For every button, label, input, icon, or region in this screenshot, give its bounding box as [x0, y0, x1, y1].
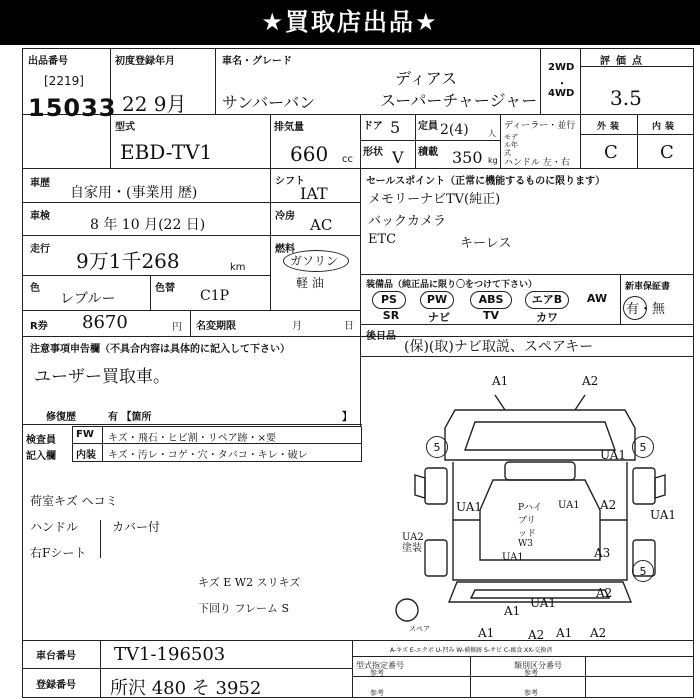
damage-mark: 5	[632, 560, 654, 582]
registration-label: 初度登録年月	[115, 56, 175, 67]
damage-mark: PハイブリッドW3	[518, 503, 543, 549]
fuel-gasoline: ガソリン	[290, 254, 339, 268]
damage-mark: A1	[556, 626, 573, 640]
shift-value: IAT	[300, 184, 328, 203]
dealer-label: ディーラー・並行	[504, 121, 576, 131]
repair-value: 有 【箇所	[108, 412, 152, 423]
in-label: 内装	[76, 450, 96, 461]
model-code-label: 型式	[115, 122, 135, 133]
color-label: 色	[30, 283, 40, 294]
inspector-label-2: 記入欄	[26, 451, 56, 462]
legend-label-2: 類別区分番号	[514, 661, 562, 670]
divider	[22, 310, 360, 311]
warranty-circle	[623, 296, 647, 320]
capacity-label: 定員	[418, 121, 438, 132]
damage-mark: UA1	[558, 500, 580, 511]
sales-point-4: キーレス	[460, 236, 512, 251]
damage-mark: A2	[600, 498, 617, 512]
divider	[360, 114, 361, 168]
divider	[470, 656, 471, 698]
shift-label: シフト	[275, 176, 305, 187]
mileage-label: 走行	[30, 244, 50, 255]
damage-mark: UA1	[530, 596, 557, 610]
divider	[620, 274, 621, 324]
shape-value: V	[392, 148, 404, 167]
divider	[22, 668, 352, 669]
color-code-value: C1P	[200, 288, 230, 304]
lot-number: 15033	[28, 94, 117, 122]
equip-leather: カワ	[536, 311, 558, 324]
model-year-label: モデル年式	[504, 133, 518, 157]
equip-tv: TV	[482, 309, 500, 322]
warranty-label: 新車保証書	[625, 282, 671, 292]
recycle-unit: 円	[172, 322, 182, 333]
registration-value: 22 9月	[122, 92, 187, 116]
mileage-value: 9万1千268	[76, 249, 180, 273]
memo-bracket	[100, 520, 101, 558]
sales-point-1: メモリーナビTV(純正)	[368, 192, 501, 207]
divider	[580, 134, 694, 135]
divider	[585, 656, 586, 698]
damage-mark: A2	[582, 374, 599, 388]
rear-items-label: 後日品	[366, 331, 396, 342]
legend-label-1: 型式指定番号	[356, 661, 404, 670]
divider	[637, 114, 638, 168]
damage-mark: UA1	[456, 500, 483, 514]
color-code-label: 色替	[155, 283, 175, 294]
legend-ref-2: 参考	[524, 669, 538, 677]
divider	[500, 114, 501, 168]
in-items: キズ・汚レ・コゲ・穴・タバコ・キレ・破レ	[108, 450, 308, 461]
damage-mark: A1	[492, 374, 509, 388]
legend-ref-4: 参考	[524, 689, 538, 697]
plate-label: 登録番号	[36, 680, 76, 691]
name-change-month: 月	[292, 321, 302, 332]
drive-2wd: 2WD	[548, 62, 575, 73]
recycle-label: R券	[30, 321, 48, 332]
divider	[100, 640, 101, 698]
divider	[190, 310, 191, 336]
divider	[360, 356, 694, 357]
displacement-value: 660	[290, 142, 329, 166]
equip-abs: ABS	[470, 291, 512, 309]
inspection-value: 8 年 10 月(22 日)	[90, 217, 206, 233]
drive-4wd: 4WD	[548, 88, 575, 99]
damage-mark: A2	[528, 628, 545, 642]
equip-airbag: エアB	[525, 291, 569, 309]
shape-label: 形状	[363, 147, 383, 158]
cooling-label: 冷房	[275, 211, 295, 222]
damage-mark: UA1	[600, 448, 627, 462]
repair-label: 修復歴	[46, 412, 76, 423]
capacity-unit: 人	[488, 129, 496, 138]
divider	[540, 48, 541, 114]
notes-label: 注意事項申告欄（不具合内容は具体的に記入して下さい）	[30, 344, 290, 355]
damage-mark: A2	[596, 586, 613, 600]
divider	[22, 424, 362, 425]
damage-mark: A1	[504, 604, 521, 618]
exterior-value: C	[604, 142, 618, 163]
divider	[22, 235, 360, 236]
car-name-label: 車名・グレード	[222, 56, 292, 67]
mileage-unit: km	[230, 262, 246, 273]
doors-value: 5	[390, 118, 401, 137]
inspector-label-1: 検査員	[26, 435, 56, 446]
damage-mark: 5	[426, 436, 448, 458]
fw-items: キズ・飛石・ヒビ割・リペア跡・×要	[108, 433, 276, 444]
divider	[360, 324, 694, 325]
recycle-value: 8670	[82, 312, 128, 333]
interior-value: C	[660, 142, 674, 163]
doors-label: ドア	[363, 121, 383, 132]
load-unit: kg	[488, 156, 498, 165]
damage-mark: A1	[478, 626, 495, 640]
divider	[22, 168, 694, 169]
divider	[352, 676, 694, 677]
damage-mark: A3	[594, 546, 611, 560]
equip-aw: AW	[586, 292, 608, 305]
divider	[415, 114, 416, 168]
damage-mark: UA1	[502, 552, 524, 563]
legend-ref-1: 参考	[370, 669, 384, 677]
displacement-label: 排気量	[274, 122, 304, 133]
load-value: 350	[452, 148, 483, 167]
header-banner	[0, 0, 700, 45]
spare-label: スペア	[409, 625, 430, 633]
memo-line-4: キズ E W2 スリキズ	[198, 576, 301, 589]
capacity-value: 2(4)	[440, 122, 469, 138]
equip-sr: SR	[382, 309, 400, 322]
divider	[360, 168, 361, 336]
car-grade-value: スーパーチャージャー	[380, 91, 538, 110]
damage-mark: UA1	[650, 508, 677, 522]
car-name-value: サンバーバン	[222, 93, 316, 112]
plate-value: 所沢 480 そ 3952	[110, 678, 262, 699]
chassis-label: 車台番号	[36, 651, 76, 662]
legend-ref-3: 参考	[370, 689, 384, 697]
equip-ps: PS	[372, 291, 406, 309]
name-change-label: 名変期限	[196, 321, 236, 332]
sales-point-3: ETC	[368, 232, 397, 247]
divider	[580, 66, 694, 67]
displacement-unit: cc	[342, 154, 353, 165]
page-title: ★買取店出品★	[261, 8, 439, 36]
cooling-value: AC	[310, 216, 333, 234]
memo-line-3: 右Fシート	[30, 546, 87, 560]
lot-label: 出品番号	[28, 56, 68, 67]
inspection-label: 車検	[30, 211, 50, 222]
color-value: レブルー	[60, 291, 116, 307]
repair-close: 】	[342, 412, 352, 423]
divider	[360, 274, 694, 275]
divider	[352, 656, 694, 657]
divider	[22, 640, 694, 641]
chassis-value: TV1-196503	[114, 644, 226, 665]
divider	[215, 48, 216, 114]
divider	[360, 140, 500, 141]
steering-label: ハンドル 左・右	[504, 158, 570, 168]
model-code-value: EBD-TV1	[120, 140, 213, 164]
name-change-day: 日	[344, 321, 354, 332]
history-label: 車歴	[30, 178, 50, 189]
fuel-diesel: 軽 油	[296, 276, 324, 290]
equipment-label: 装備品（純正品に限り〇をつけて下さい）	[366, 280, 538, 290]
notes-value: ユーザー買取車。	[34, 367, 170, 387]
rear-items-value: (保)(取)ナビ取説、スペアキー	[404, 339, 594, 355]
score-label: 評価点	[600, 56, 648, 67]
equip-navi: ナビ	[428, 311, 450, 324]
divider	[22, 275, 270, 276]
sales-points-label: セールスポイント（正常に機能するものに限ります）	[366, 176, 606, 187]
legend-line: A-キズ E-エクボ U-凹み W-補修跡 S-サビ C-腐食 XX-交換済	[390, 647, 553, 654]
car-model-value: ディアス	[395, 69, 458, 88]
divider	[360, 336, 361, 426]
drive-dot: ・	[557, 79, 567, 90]
score-value: 3.5	[610, 86, 642, 110]
divider	[352, 640, 353, 698]
fw-label: FW	[76, 429, 94, 440]
history-value: 自家用・(事業用 歴)	[70, 185, 198, 201]
divider	[150, 275, 151, 310]
equip-pw: PW	[420, 291, 454, 309]
sales-point-2: バックカメラ	[368, 214, 447, 229]
lot-sub-number: [2219]	[44, 74, 84, 88]
divider	[102, 426, 103, 462]
memo-line-2: ハンドル	[30, 520, 79, 534]
fuel-label: 燃料	[275, 244, 295, 255]
damage-mark: A2	[590, 626, 607, 640]
warranty-value: 有・無	[626, 302, 666, 317]
memo-line-2b: カバー付	[112, 520, 161, 534]
damage-mark: UA2 塗装	[402, 532, 424, 554]
divider	[270, 114, 271, 168]
exterior-label: 外装	[596, 122, 623, 132]
divider	[270, 168, 271, 310]
interior-label: 内装	[651, 122, 678, 132]
memo-line-5: 下回り フレーム S	[198, 602, 290, 615]
memo-line-1: 荷室キズ ヘコミ	[30, 494, 118, 508]
damage-mark: 5	[632, 436, 654, 458]
load-label: 積載	[418, 147, 438, 158]
